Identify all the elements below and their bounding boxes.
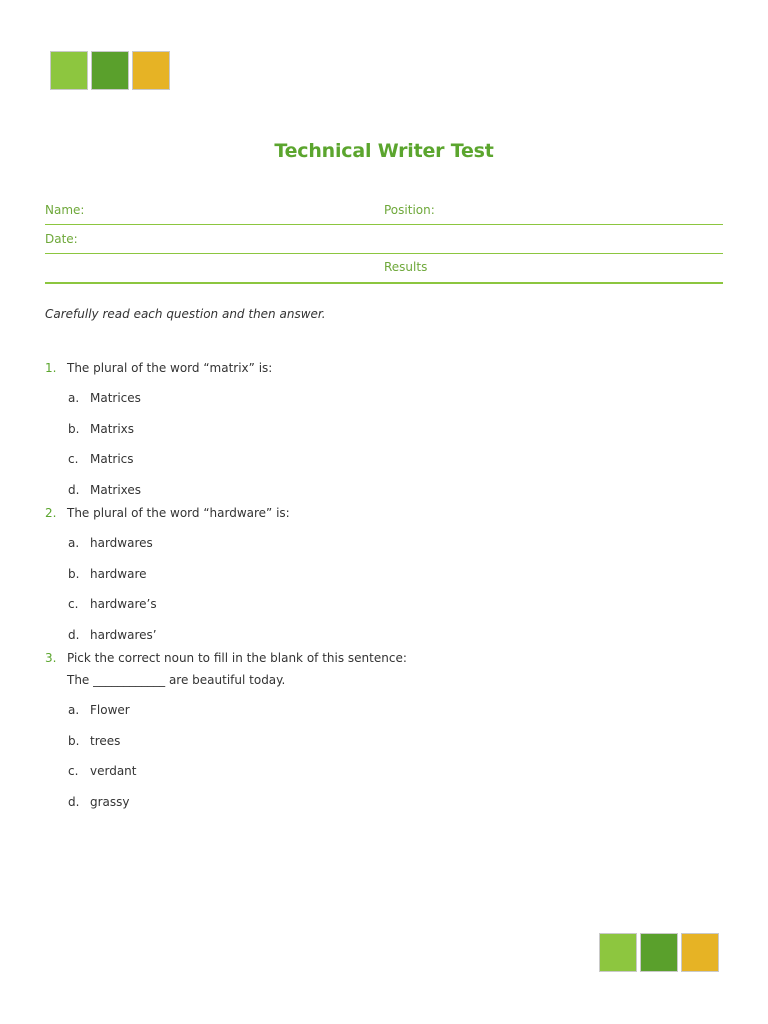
name-label: Name: xyxy=(45,203,85,217)
option-letter: d. xyxy=(68,795,80,809)
question-number: 3. xyxy=(45,651,57,665)
option-letter: a. xyxy=(68,703,80,717)
logo-square-light xyxy=(599,933,637,972)
page-title: Technical Writer Test xyxy=(274,140,494,162)
option-letter: b. xyxy=(68,567,80,581)
divider xyxy=(45,224,723,225)
option-letter: b. xyxy=(68,734,80,748)
question-number: 1. xyxy=(45,361,57,375)
results-label: Results xyxy=(384,260,428,274)
option-letter: c. xyxy=(68,764,79,778)
option-letter: d. xyxy=(68,628,80,642)
option-text: Matrixes xyxy=(90,483,142,497)
option-text: verdant xyxy=(90,764,137,778)
logo-bottom xyxy=(599,933,719,972)
option-letter: a. xyxy=(68,391,80,405)
divider xyxy=(45,253,723,254)
option-letter: a. xyxy=(68,536,80,550)
logo-top xyxy=(50,51,170,90)
question-text: Pick the correct noun to fill in the blank of this sentence: xyxy=(67,651,407,665)
question-text: The plural of the word “matrix” is: xyxy=(67,361,273,375)
option-letter: c. xyxy=(68,452,79,466)
logo-square-light xyxy=(50,51,88,90)
option-letter: b. xyxy=(68,422,80,436)
date-label: Date: xyxy=(45,232,78,246)
option-letter: d. xyxy=(68,483,80,497)
logo-square-gold xyxy=(681,933,719,972)
option-text: hardwares xyxy=(90,536,153,550)
position-label: Position: xyxy=(384,203,435,217)
question-number: 2. xyxy=(45,506,57,520)
option-text: trees xyxy=(90,734,121,748)
option-letter: c. xyxy=(68,597,79,611)
option-text: Matrices xyxy=(90,391,141,405)
question-text: The plural of the word “hardware” is: xyxy=(67,506,290,520)
option-text: hardware’s xyxy=(90,597,157,611)
option-text: hardware xyxy=(90,567,147,581)
option-text: hardwares’ xyxy=(90,628,157,642)
option-text: grassy xyxy=(90,795,130,809)
logo-square-dark xyxy=(91,51,129,90)
instructions: Carefully read each question and then answer. xyxy=(45,307,326,321)
option-text: Matrics xyxy=(90,452,134,466)
logo-square-gold xyxy=(132,51,170,90)
question-sentence: The ____________ are beautiful today. xyxy=(67,673,286,687)
divider-thick xyxy=(45,282,723,284)
logo-square-dark xyxy=(640,933,678,972)
option-text: Matrixs xyxy=(90,422,135,436)
option-text: Flower xyxy=(90,703,130,717)
